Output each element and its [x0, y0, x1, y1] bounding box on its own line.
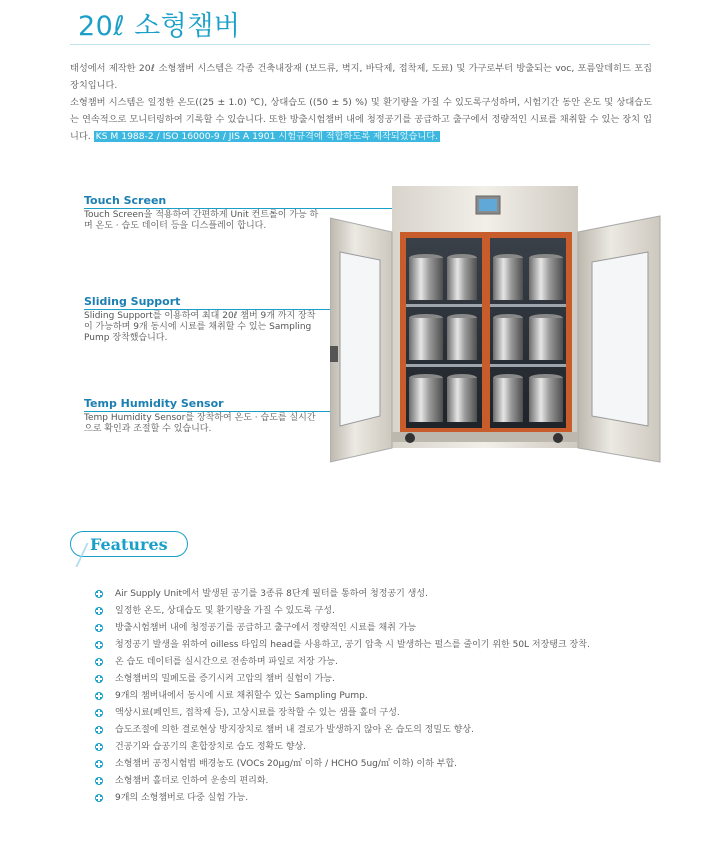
- list-item-text: 방출시험챔버 내에 청정공기를 공급하고 출구에서 정량적인 시료를 채취 가능: [115, 623, 417, 633]
- plus-bullet-icon: [95, 794, 103, 802]
- list-item-text: 액상시료(페인트, 접착제 등), 고상시료를 장착할 수 있는 샘플 홀더 구성.: [115, 708, 400, 718]
- callout-title: Touch Screen: [84, 194, 167, 207]
- callout-sliding-support: [84, 295, 324, 344]
- standards-highlight: KS M 1988-2 / ISO 16000-9 / JIS A 1901 시험규격에 적합하도록 제작되었습니다.: [95, 131, 439, 142]
- list-item-text: Air Supply Unit에서 발생된 공기를 3종류 8단계 필터를 통하여 청정공기 생성.: [115, 589, 428, 599]
- list-item: [95, 739, 590, 756]
- list-item: [95, 722, 590, 739]
- features-list: [95, 586, 590, 807]
- list-item: [95, 705, 590, 722]
- chamber-cabinet-photo: [330, 186, 666, 466]
- intro-paragraph-1: 태성에서 제작한 20ℓ 소형챔버 시스템은 각종 건축내장재 (보드류, 벽지, 바닥제, 접착제, 도료) 및 가구로부터 방출되는 voc, 포름알데히드 포집장치입니다.: [70, 63, 652, 91]
- list-item: [95, 637, 590, 654]
- intro-paragraph-2-body: 소형챔버 시스템은 일정한 온도((25 ± 1.0) ℃), 상대습도 ((50 ± 5) %) 및 환기량을 가질 수 있도록구성하며, 시험기간 동안 온도 및 상대습도는 연속적으로 모니터링하여 기록할 수 있습니다. 또한 방출시험챔버 내에 청정공기를 공급하고 출구에서 정량적인 시료를 채취할 수 있는 장치 입니다.: [70, 97, 652, 142]
- features-badge: [70, 531, 188, 557]
- plus-bullet-icon: [95, 624, 103, 632]
- callout-title: Temp Humidity Sensor: [84, 397, 224, 410]
- list-item: [95, 790, 590, 807]
- plus-bullet-icon: [95, 641, 103, 649]
- list-item-text: 소형챔버의 밀폐도를 증기시켜 고압의 챔버 실험이 가능.: [115, 674, 335, 684]
- plus-bullet-icon: [95, 743, 103, 751]
- callout-underline: [84, 411, 206, 412]
- title-divider: [70, 44, 650, 45]
- plus-bullet-icon: [95, 675, 103, 683]
- callout-temp-humidity-sensor: [84, 397, 324, 435]
- intro-paragraph-2: [70, 94, 652, 145]
- list-item-text: 건공기와 습공기의 혼합장치로 습도 정확도 향상.: [115, 742, 307, 752]
- plus-bullet-icon: [95, 709, 103, 717]
- plus-bullet-icon: [95, 590, 103, 598]
- plus-bullet-icon: [95, 726, 103, 734]
- callout-touch-screen: [84, 194, 324, 232]
- callout-title: Sliding Support: [84, 295, 181, 308]
- list-item-text: 온 습도 데이터를 실시간으로 전송하며 파일로 저장 가능.: [115, 657, 338, 667]
- list-item-text: 청정공기 발생을 위하여 oilless 타입의 head를 사용하고, 공기 압축 시 발생하는 펄스를 줄이기 위한 50L 저장탱크 장착.: [115, 640, 590, 650]
- list-item: [95, 773, 590, 790]
- list-item: [95, 688, 590, 705]
- list-item: [95, 603, 590, 620]
- list-item-text: 습도조절에 의한 결로현상 방지장치로 챔버 내 결로가 발생하지 않아 온 습도의 정밀도 향상.: [115, 725, 474, 735]
- list-item-text: 소형챔버 홀더로 인하여 운송의 편리화.: [115, 776, 269, 786]
- list-item-text: 9개의 소형챔버로 다중 실험 가능.: [115, 793, 249, 803]
- list-item: [95, 671, 590, 688]
- intro-text: [70, 60, 652, 145]
- plus-bullet-icon: [95, 760, 103, 768]
- callout-underline: [84, 208, 156, 209]
- plus-bullet-icon: [95, 658, 103, 666]
- list-item-text: 소형챔버 공정시험법 배경농도 (VOCs 20μg/㎥ 이하 / HCHO 5ug/㎥ 이하) 이하 부합.: [115, 759, 458, 769]
- list-item: [95, 654, 590, 671]
- callout-description: Touch Screen을 적용하여 간편하게 Unit 컨트롤이 가능 하며 온도 · 습도 데이터 등을 디스플레이 합니다.: [84, 210, 319, 231]
- plus-bullet-icon: [95, 692, 103, 700]
- callout-description: Temp Humidity Sensor를 장착하여 온도 · 습도를 실시간으로 확인과 조절할 수 있습니다.: [84, 413, 316, 434]
- page-title: 20ℓ 소형챔버: [78, 11, 241, 42]
- callout-description: Sliding Support를 이용하여 최대 20ℓ 챔버 9개 까지 장착이 가능하며 9개 동시에 시료를 채취할 수 있는 Sampling Pump 장착했습니다.: [84, 311, 316, 343]
- list-item-text: 일정한 온도, 상대습도 및 환기량을 가질 수 있도록 구성.: [115, 606, 335, 616]
- plus-bullet-icon: [95, 777, 103, 785]
- features-badge-label: Features: [90, 535, 168, 554]
- list-item: [95, 620, 590, 637]
- list-item: [95, 756, 590, 773]
- callout-underline: [84, 309, 164, 310]
- list-item: [95, 586, 590, 603]
- plus-bullet-icon: [95, 607, 103, 615]
- list-item-text: 9개의 챔버내에서 동시에 시료 채취할수 있는 Sampling Pump.: [115, 691, 368, 701]
